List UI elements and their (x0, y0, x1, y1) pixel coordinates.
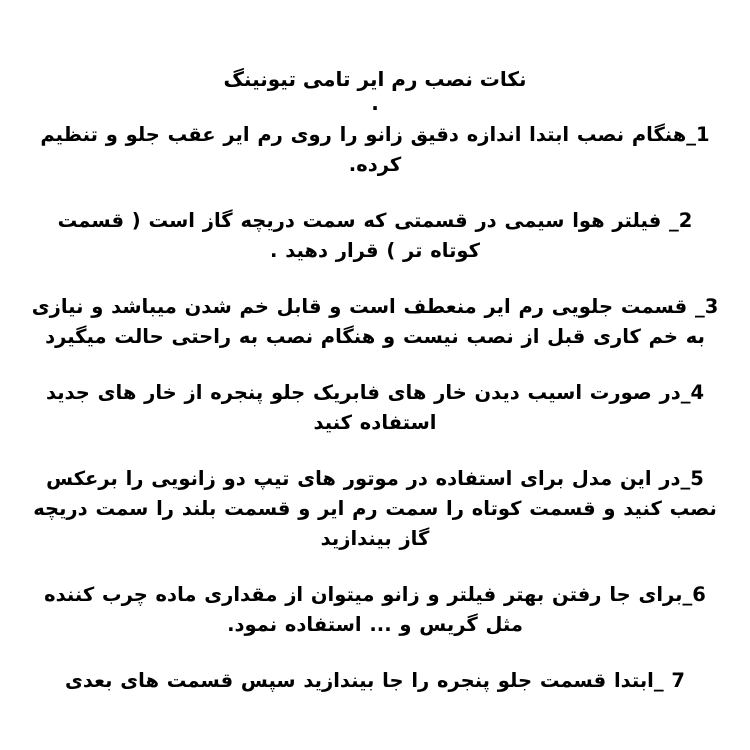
note-item-2: 2_ فیلتر هوا سیمی در قسمتی که سمت دریچه گاز است ( قسمت کوتاه تر ) قرار دهید . (57, 209, 693, 262)
page-title: نکات نصب رم ایر تامی تیونینگ (223, 67, 527, 91)
note-item-6: 6_برای جا رفتن بهتر فیلتر و زانو میتوان از مقداری ماده چرب کننده مثل گریس و ... استفاده نمود. (44, 583, 706, 636)
note-item-1: 1_هنگام نصب ابتدا اندازه دقیق زانو را روی رم ایر عقب جلو و تنظیم کرده. (40, 123, 710, 176)
note-item-4: 4_در صورت اسیب دیدن خار های فابریک جلو پنجره از خار های جدید استفاده کنید (45, 381, 705, 434)
note-item-7: 7 _ابتدا قسمت جلو پنجره را جا بیندازید سپس قسمت های بعدی (65, 669, 685, 692)
note-item-3: 3_ قسمت جلویی رم ایر منعطف است و قابل خم شدن میباشد و نیازی به خم کاری قبل از نصب نیست و هنگام نصب به راحتی حالت میگیرد (31, 295, 719, 348)
title-separator-dot: . (371, 91, 379, 115)
note-item-5: 5_در این مدل برای استفاده در موتور های تیپ دو زانویی را برعکس نصب کنید و قسمت کوتاه را سمت رم ایر و قسمت بلند را سمت دریچه گاز بیندازید (33, 467, 717, 550)
